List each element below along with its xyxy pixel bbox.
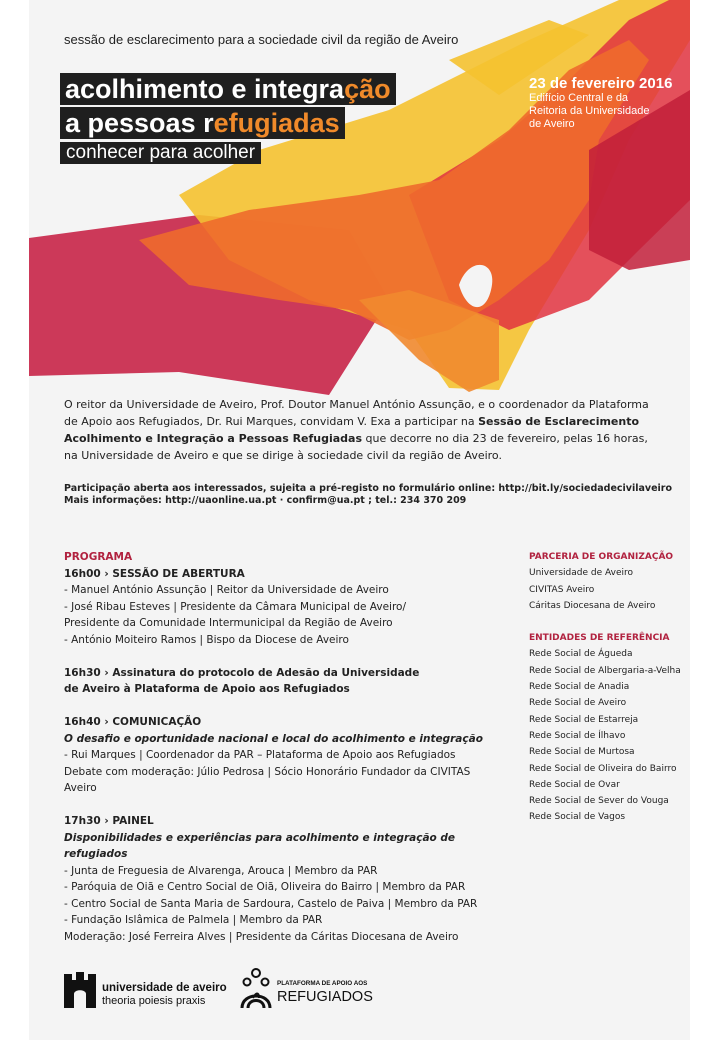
session-title: 16h30 › Assinatura do protocolo de Adesão da Universidade <box>64 666 420 679</box>
program-line: Debate com moderação: Júlio Pedrosa | Sócio Honorário Fundador da CIVITAS Aveiro <box>64 765 471 794</box>
par-big-text: REFUGIADOS <box>277 989 373 1005</box>
event-subtitle: sessão de esclarecimento para a sociedade civil da região de Aveiro <box>64 32 459 47</box>
program-heading: PROGRAMA <box>64 551 133 563</box>
tagline: conhecer para acolher <box>60 142 261 164</box>
intro-text-end: que decorre no dia 23 de fevereiro, pelas 16 horas, na Universidade de Aveiro e que se dirige à sociedade civil da região de Aveiro. <box>64 432 648 462</box>
org-item: CIVITAS Aveiro <box>529 584 595 595</box>
title-text: a pessoas r <box>65 108 214 138</box>
program <box>64 549 504 945</box>
title-highlight: efugiadas <box>213 108 340 138</box>
venue-line: de Aveiro <box>529 118 575 130</box>
intro-bold: Sessão de Esclarecimento Acolhimento e Integração a Pessoas Refugiadas <box>64 415 640 445</box>
partners-sidebar <box>529 549 689 826</box>
ref-item: Rede Social de Murtosa <box>529 747 635 758</box>
program-line: - Rui Marques | Coordenador da PAR – Plataforma de Apoio aos Refugiados <box>64 749 456 761</box>
venue-line: Reitoria da Universidade <box>529 105 650 117</box>
org-item: Universidade de Aveiro <box>529 568 633 579</box>
ua-motto: theoria poiesis praxis <box>102 995 206 1007</box>
ref-item: Rede Social de Águeda <box>529 649 633 660</box>
program-line: - Fundação Islâmica de Palmela | Membro da PAR <box>64 914 323 926</box>
ua-name: universidade de aveiro <box>102 982 227 994</box>
session-title: de Aveiro à Plataforma de Apoio aos Refugiados <box>64 683 350 695</box>
title-text: acolhimento e integra <box>65 74 345 104</box>
registration-line: Participação aberta aos interessados, sujeita a pré-registo no formulário online: http://bit.ly/sociedadecivilaveiro <box>64 483 673 494</box>
session-subtitle: O desafio e oportunidade nacional e local do acolhimento e integração <box>64 732 483 745</box>
ref-item: Rede Social de Ílhavo <box>529 730 626 741</box>
ref-item: Rede Social de Estarreja <box>529 714 639 725</box>
ref-item: Rede Social de Albergaria-a-Velha <box>529 665 681 676</box>
par-logo <box>239 968 399 1012</box>
contact-line: Mais informações: http://uaonline.ua.pt · confirm@ua.pt ; tel.: 234 370 209 <box>64 495 467 506</box>
ref-item: Rede Social de Vagos <box>529 812 626 823</box>
session-title: 16h00 › SESSÃO DE ABERTURA <box>64 567 245 580</box>
event-date: 23 de fevereiro 2016 <box>529 75 673 92</box>
program-line: Moderação: José Ferreira Alves | Presidente da Cáritas Diocesana de Aveiro <box>64 930 459 943</box>
intro-text: O reitor da Universidade de Aveiro, Prof. Doutor Manuel António Assunção, e o coordenador da Plataforma de Apoio aos Refugiados, Dr. Rui Marques, convidam V. Exa a participar na <box>64 398 649 428</box>
date-location <box>529 75 672 131</box>
org-heading: PARCERIA DE ORGANIZAÇÃO <box>529 552 674 562</box>
participation-info <box>64 483 672 507</box>
title-highlight: ção <box>344 74 391 104</box>
program-line: - Manuel António Assunção | Reitor da Universidade de Aveiro <box>64 584 389 596</box>
ref-item: Rede Social de Sever do Vouga <box>529 796 669 807</box>
refugee-family-icon <box>239 968 273 1012</box>
ref-item: Rede Social de Anadia <box>529 682 630 693</box>
poster <box>29 0 690 1040</box>
program-line: - Paróquia de Oiã e Centro Social de Oiã, Oliveira do Bairro | Membro da PAR <box>64 881 466 893</box>
org-item: Cáritas Diocesana de Aveiro <box>529 600 656 611</box>
title-line-2 <box>60 107 345 139</box>
program-line: - António Moiteiro Ramos | Bispo da Diocese de Aveiro <box>64 633 349 646</box>
venue-line: Edifício Central e da <box>529 92 629 104</box>
par-small-text: PLATAFORMA DE APOIO AOS <box>277 980 368 987</box>
session-title: 16h40 › COMUNICAÇÃO <box>64 716 202 728</box>
ref-heading: ENTIDADES DE REFERÊNCIA <box>529 633 670 644</box>
invitation-paragraph <box>64 396 664 464</box>
session-subtitle: Disponibilidades e experiências para acolhimento e integração de refugiados <box>64 831 456 860</box>
program-line: - Junta de Freguesia de Alvarenga, Arouca | Membro da PAR <box>64 864 378 877</box>
program-line: Presidente da Comunidade Intermunicipal da Região de Aveiro <box>64 617 393 629</box>
program-line: - José Ribau Esteves | Presidente da Câmara Municipal de Aveiro/ <box>64 600 406 613</box>
ua-logo <box>64 972 227 1008</box>
university-building-icon <box>64 972 96 1008</box>
ref-item: Rede Social de Oliveira do Bairro <box>529 763 677 774</box>
session-title: 17h30 › PAINEL <box>64 815 154 827</box>
title-line-1 <box>60 73 396 105</box>
ref-item: Rede Social de Aveiro <box>529 698 627 709</box>
program-line: - Centro Social de Santa Maria de Sardoura, Castelo de Paiva | Membro da PAR <box>64 897 478 910</box>
ref-item: Rede Social de Ovar <box>529 779 620 790</box>
hands-artwork <box>29 0 690 400</box>
